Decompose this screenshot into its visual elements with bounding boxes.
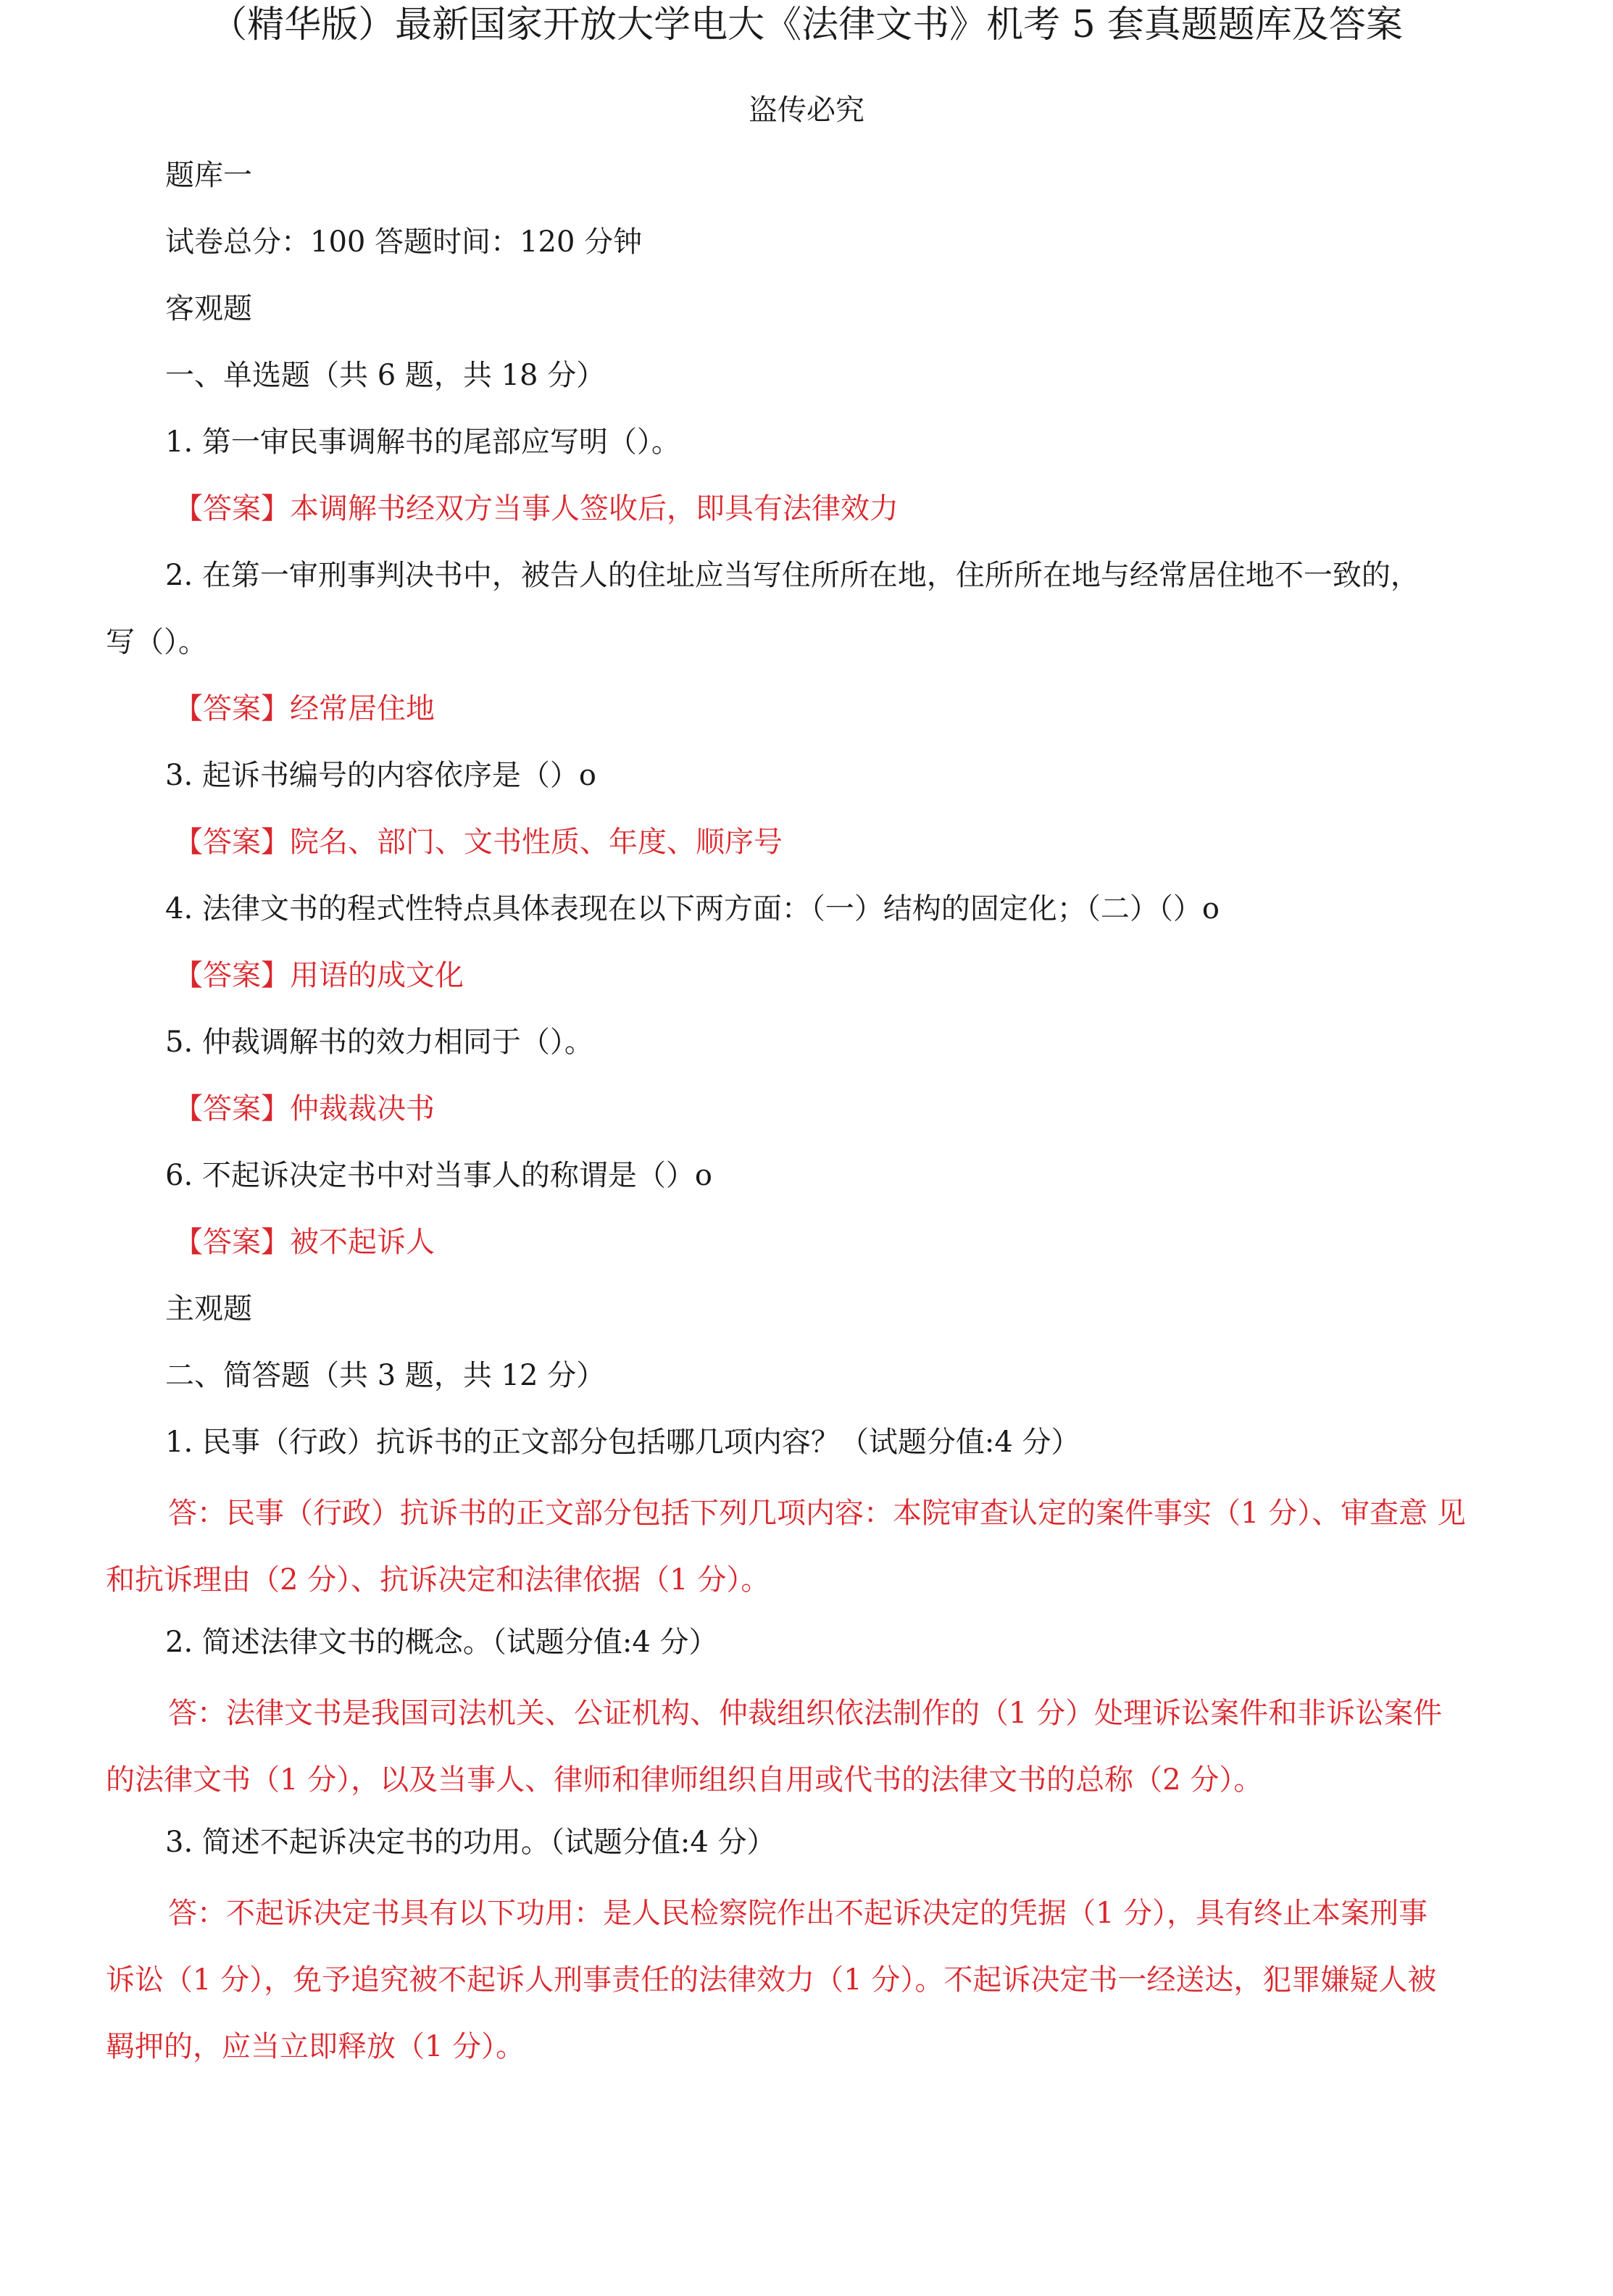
question-5: 5. 仲裁调解书的效力相同于（）。 — [165, 1026, 593, 1059]
question-2-line-2: 写（）。 — [106, 625, 207, 659]
answer-1: 【答案】本调解书经双方当事人签收后，即具有法律效力 — [174, 492, 899, 525]
question-3: 3. 起诉书编号的内容依序是（）o — [165, 759, 596, 792]
short-answer-3-line-3: 羁押的，应当立即释放（1 分）。 — [106, 2030, 525, 2063]
short-answer-1 — [106, 1480, 1519, 1613]
short-answer-1-line-1: 答：民事（行政）抗诉书的正文部分包括下列几项内容：本院审查认定的案件事实（1 分）、审查意 见 — [168, 1497, 1466, 1530]
short-question-3: 3. 简述不起诉决定书的功用。（试题分值:4 分） — [165, 1826, 776, 1859]
short-answer-1-line-2: 和抗诉理由（2 分）、抗诉决定和法律依据（1 分）。 — [106, 1563, 770, 1597]
question-4: 4. 法律文书的程式性特点具体表现在以下两方面：（一）结构的固定化；（二）（）o — [165, 892, 1220, 926]
question-6: 6. 不起诉决定书中对当事人的称谓是（）o — [165, 1159, 712, 1192]
short-answer-3-line-2: 诉讼（1 分），免予追究被不起诉人刑事责任的法律效力（1 分）。不起诉决定书一经送达，犯罪嫌疑人被 — [106, 1963, 1437, 1997]
question-2-line-1: 2. 在第一审刑事判决书中，被告人的住址应当写住所所在地，住所所在地与经常居住地不一致的， — [165, 559, 1420, 592]
answer-2: 【答案】经常居住地 — [174, 692, 435, 725]
short-answer-2-line-1: 答：法律文书是我国司法机关、公证机构、仲裁组织依法制作的（1 分）处理诉讼案件和非诉讼案件 — [168, 1697, 1443, 1730]
copyright-notice: 盗传必究 — [749, 93, 864, 127]
answer-5: 【答案】仲裁裁决书 — [174, 1092, 435, 1126]
answer-3: 【答案】院名、部门、文书性质、年度、顺序号 — [174, 825, 783, 859]
short-answer-3 — [106, 1880, 1519, 2080]
exam-info: 试卷总分：100 答题时间：120 分钟 — [165, 225, 643, 259]
short-question-2: 2. 简述法律文书的概念。（试题分值:4 分） — [165, 1626, 718, 1659]
short-question-1: 1. 民事（行政）抗诉书的正文部分包括哪几项内容？（试题分值:4 分） — [165, 1426, 1080, 1459]
section-heading-single-choice: 一、单选题（共 6 题，共 18 分） — [165, 359, 606, 392]
objective-label: 客观题 — [165, 292, 252, 325]
subjective-label: 主观题 — [165, 1292, 252, 1326]
bank-label: 题库一 — [165, 159, 252, 192]
question-1: 1. 第一审民事调解书的尾部应写明（）。 — [165, 425, 680, 459]
short-answer-2 — [106, 1680, 1519, 1813]
document-title: （精华版）最新国家开放大学电大《法律文书》机考 5 套真题题库及答案 — [210, 4, 1403, 46]
short-answer-2-line-2: 的法律文书（1 分），以及当事人、律师和律师组织自用或代书的法律文书的总称（2 分）。 — [106, 1763, 1263, 1797]
section-heading-short-answer: 二、简答题（共 3 题，共 12 分） — [165, 1359, 606, 1392]
answer-4: 【答案】用语的成文化 — [174, 959, 464, 992]
short-answer-3-line-1: 答：不起诉决定书具有以下功用：是人民检察院作出不起诉决定的凭据（1 分），具有终止本案刑事 — [168, 1897, 1428, 1930]
answer-6: 【答案】被不起诉人 — [174, 1226, 435, 1259]
